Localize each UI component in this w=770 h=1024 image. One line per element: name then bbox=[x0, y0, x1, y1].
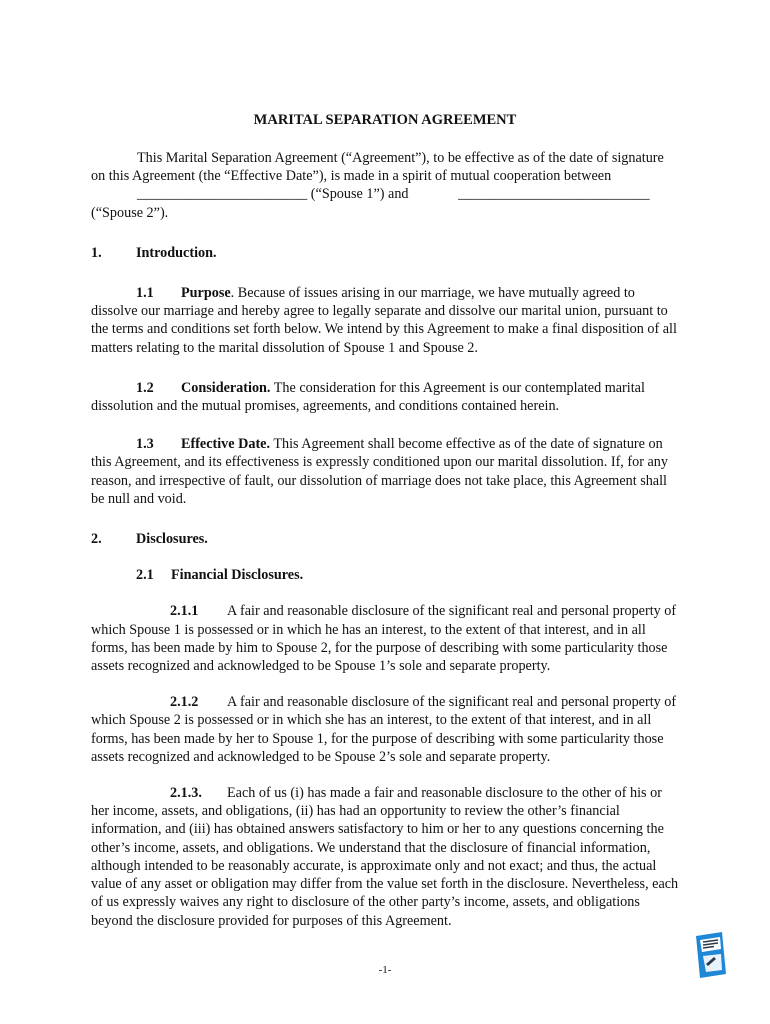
section-2-number: 2. bbox=[91, 531, 102, 548]
spouse2-blank: ___________________________ bbox=[458, 186, 650, 203]
clause-1-1-text: . Because of issues arising in our marriage, we have mutually agreed to dissolve our marriage and hereby agree to legally separate and dissolve our marital union, pursuant to the terms and conditions set forth below. We intend by this Agreement to make a final disposition of all matters relating to the marital dissolution of Spouse 1 and Spouse 2. bbox=[91, 285, 677, 356]
intro-text-3: (“Spouse 2”). bbox=[91, 204, 169, 221]
clause-2-1-1-number: 2.1.1 bbox=[170, 603, 199, 620]
clause-1-2-number: 1.2 bbox=[136, 379, 154, 396]
clause-1-2-title: Consideration. bbox=[181, 379, 271, 396]
clause-2-1-2-number: 2.1.2 bbox=[170, 694, 199, 711]
clause-1-3-number: 1.3 bbox=[136, 436, 154, 453]
clause-1-3-title: Effective Date. bbox=[181, 436, 271, 453]
clause-2-1-1 bbox=[91, 602, 681, 675]
clause-2-1-2-text: A fair and reasonable disclosure of the significant real and personal property of which Spouse 2 is possessed or in which she has an interest, to the extent of that interest, and in all forms, has been made by her to Spouse 1, for the purpose of describing with some particularity those assets recognized and acknowledged to be Spouse 2’s sole and separate property. bbox=[91, 694, 677, 765]
clause-1-2-text: The consideration for this Agreement is our contemplated marital dissolution and the mutual promises, agreements, and conditions contained herein. bbox=[91, 379, 645, 415]
intro-text-2: (“Spouse 1”) and bbox=[307, 186, 413, 203]
document-body bbox=[91, 149, 681, 930]
clause-1-1-title: Purpose bbox=[181, 285, 231, 302]
clause-2-1-3-number: 2.1.3. bbox=[170, 785, 202, 802]
intro-text-1: This Marital Separation Agreement (“Agreement”), to be effective as of the date of signature on this Agreement (the “Effective Date”), is made in a spirit of mutual cooperation between bbox=[91, 150, 664, 185]
clause-2-1-heading bbox=[91, 566, 681, 584]
clause-2-1-number: 2.1 bbox=[136, 567, 154, 584]
clause-2-1-2 bbox=[91, 693, 681, 766]
intro-paragraph bbox=[91, 149, 681, 222]
document-logo-icon bbox=[694, 930, 728, 980]
clause-2-1-3 bbox=[91, 784, 681, 930]
section-1-heading bbox=[91, 244, 681, 262]
section-1-number: 1. bbox=[91, 244, 102, 261]
clause-1-3-text: This Agreement shall become effective as of the date of signature on this Agreement, and its effectiveness is expressly conditioned upon our marital dissolution. If, for any reason, and irrespective of fault, our dissolution of marriage does not take place, this Agreement shall be null and void. bbox=[91, 436, 668, 507]
clause-1-1-number: 1.1 bbox=[136, 285, 154, 302]
section-1-title: Introduction. bbox=[136, 244, 217, 261]
clause-2-1-3-text: Each of us (i) has made a fair and reasonable disclosure to the other of his or her income, assets, and obligations, (ii) has had an opportunity to review the other’s financial information, and (iii) has obtained answers satisfactory to him or her to any questions concerning the other’s income, assets, and obligations. We understand that the disclosure of financial information, although intended to be reasonably accurate, is approximate only and not exact; and thus, the actual value of any asset or obligation may differ from the value set forth in the disclosure. Nevertheless, each of us expressly waives any right to disclosure of the other party’s income, assets, and obligations beyond the disclosure provided for purposes of this Agreement. bbox=[91, 785, 679, 929]
page-number: -1- bbox=[378, 964, 392, 976]
section-2-title: Disclosures. bbox=[136, 531, 208, 548]
clause-2-1-1-text: A fair and reasonable disclosure of the significant real and personal property of which Spouse 1 is possessed or in which he has an interest, to the extent of that interest, and in all forms, has been made by him to Spouse 2, for the purpose of describing with some particularity those assets recognized and acknowledged to be Spouse 1’s sole and separate property. bbox=[91, 603, 677, 675]
spouse1-blank: ________________________ bbox=[137, 186, 308, 203]
clause-1-1 bbox=[91, 284, 681, 357]
clause-2-1-title: Financial Disclosures. bbox=[171, 567, 304, 584]
document-title: MARITAL SEPARATION AGREEMENT bbox=[253, 112, 517, 128]
clause-1-2 bbox=[91, 379, 681, 415]
section-2-heading bbox=[91, 530, 681, 548]
clause-1-3 bbox=[91, 435, 681, 508]
